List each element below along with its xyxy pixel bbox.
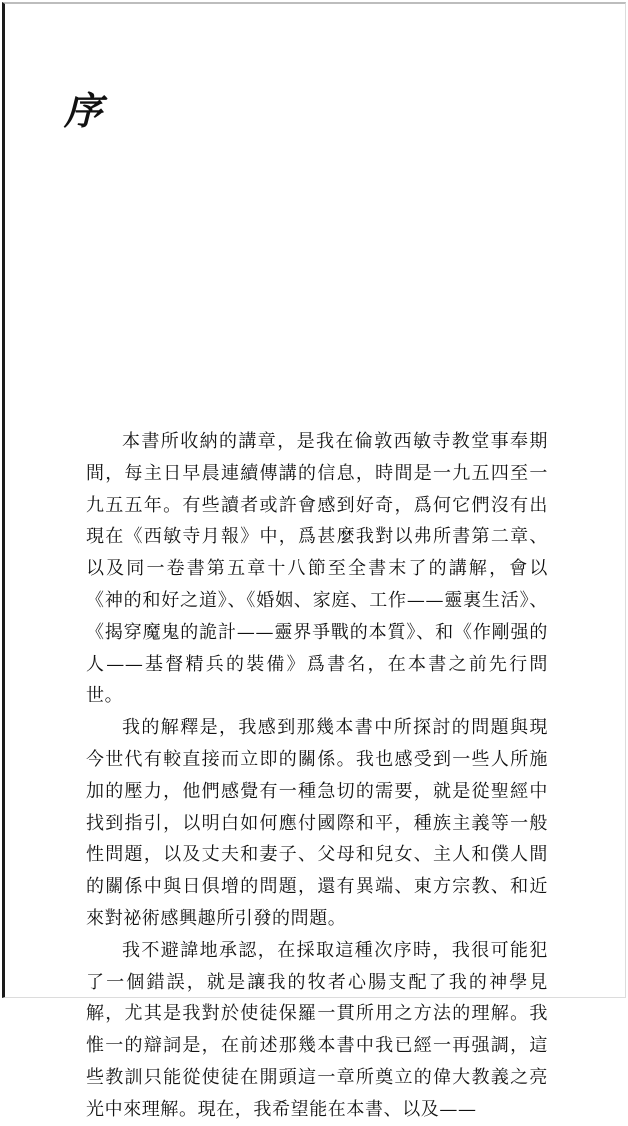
page-title: 序 — [64, 88, 103, 133]
paragraph-3: 我不避諱地承認，在採取這種次序時，我很可能犯了一個錯誤，就是讓我的牧者心腸支配了我的神學見解，尤其是我對於使徒保羅一貫所用之方法的理解。我惟一的辯詞是，在前述那幾本書中我已經一再强調，這些教訓只能從使徒在開頭這一章所奠立的偉大教義之亮光中來理解。現在，我希望能在本書、以及—— — [86, 939, 548, 1120]
paragraph-1: 本書所收納的講章，是我在倫敦西敏寺教堂事奉期間，每主日早晨連續傳講的信息，時間是一九五四至一九五五年。有些讀者或許會感到好奇，爲何它們沒有出現在《西敏寺月報》中，爲甚麼我對以弗所書第二章、以及同一卷書第五章十八節至全書末了的講解，會以《神的和好之道》、《婚姻、家庭、工作——靈裏生活》、《揭穿魔鬼的詭計——靈界爭戰的本質》、和《作剛强的人——基督精兵的裝備》爲書名，在本書之前先行問世。 — [86, 431, 548, 707]
preface-body — [86, 426, 548, 1126]
paragraph-2: 我的解釋是，我感到那幾本書中所探討的問題與現今世代有較直接而立即的關係。我也感受到一些人所施加的壓力，他們感覺有一種急切的需要，就是從聖經中找到指引，以明白如何應付國際和平，種族主義等一般性問題，以及丈夫和妻子、父母和兒女、主人和僕人間的關係中與日俱增的問題，還有異端、東方宗教、和近來對祕術感興趣所引發的問題。 — [86, 717, 548, 929]
